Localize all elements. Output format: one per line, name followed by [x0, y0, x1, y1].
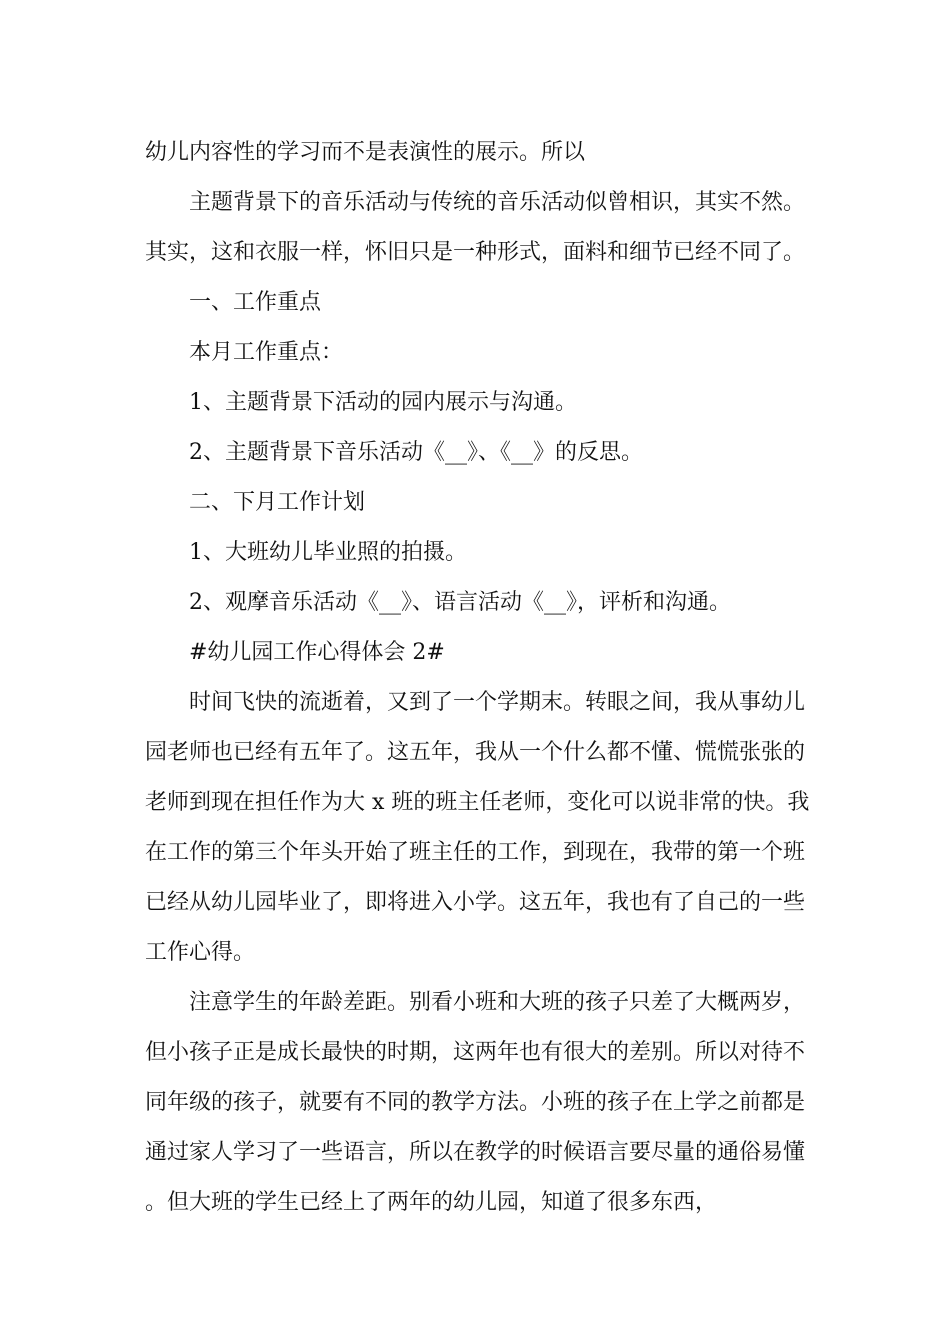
list-item-focus-1: 1、主题背景下活动的园内展示与沟通。 [189, 390, 577, 415]
section-title-experience-2: #幼儿园工作心得体会 2# [189, 640, 445, 665]
heading-next-month-plan: 二、下月工作计划 [189, 490, 366, 515]
list-item-plan-2: 2、观摩音乐活动《__》、语言活动《__》，评析和沟通。 [189, 590, 731, 615]
list-item-plan-1: 1、大班幼儿毕业照的拍摄。 [189, 540, 467, 565]
paragraph-continuation: 幼儿内容性的学习而不是表演性的展示。所以 [145, 140, 586, 165]
heading-work-focus: 一、工作重点 [189, 290, 322, 315]
paragraph-five-years: 时间飞快的流逝着，又到了一个学期末。转眼之间，我从事幼儿园老师也已经有五年了。这五年，我从一个什么都不懂、慌慌张张的老师到现在担任作为大 x 班的班主任老师，变化可以说非常的快。我在工作的第三个年头开始了班主任的工作，到现在，我带的第一个班已经从幼儿园毕业了，即将进入小学。这五年，我也有了自己的一些工作心得。 [145, 690, 810, 965]
paragraph-age-difference: 注意学生的年龄差距。别看小班和大班的孩子只差了大概两岁，但小孩子正是成长最快的时期，这两年也有很大的差别。所以对待不同年级的孩子，就要有不同的教学方法。小班的孩子在上学之前都是通过家人学习了一些语言，所以在教学的时候语言要尽量的通俗易懂。但大班的学生已经上了两年的幼儿园，知道了很多东西， [145, 990, 806, 1215]
paragraph-monthly-focus-label: 本月工作重点： [189, 340, 344, 365]
list-item-focus-2: 2、主题背景下音乐活动《__》、《__》的反思。 [189, 440, 643, 465]
paragraph-music-activity: 主题背景下的音乐活动与传统的音乐活动似曾相识，其实不然。其实，这和衣服一样，怀旧只是一种形式，面料和细节已经不同了。 [145, 190, 806, 265]
document-body [145, 128, 810, 1228]
